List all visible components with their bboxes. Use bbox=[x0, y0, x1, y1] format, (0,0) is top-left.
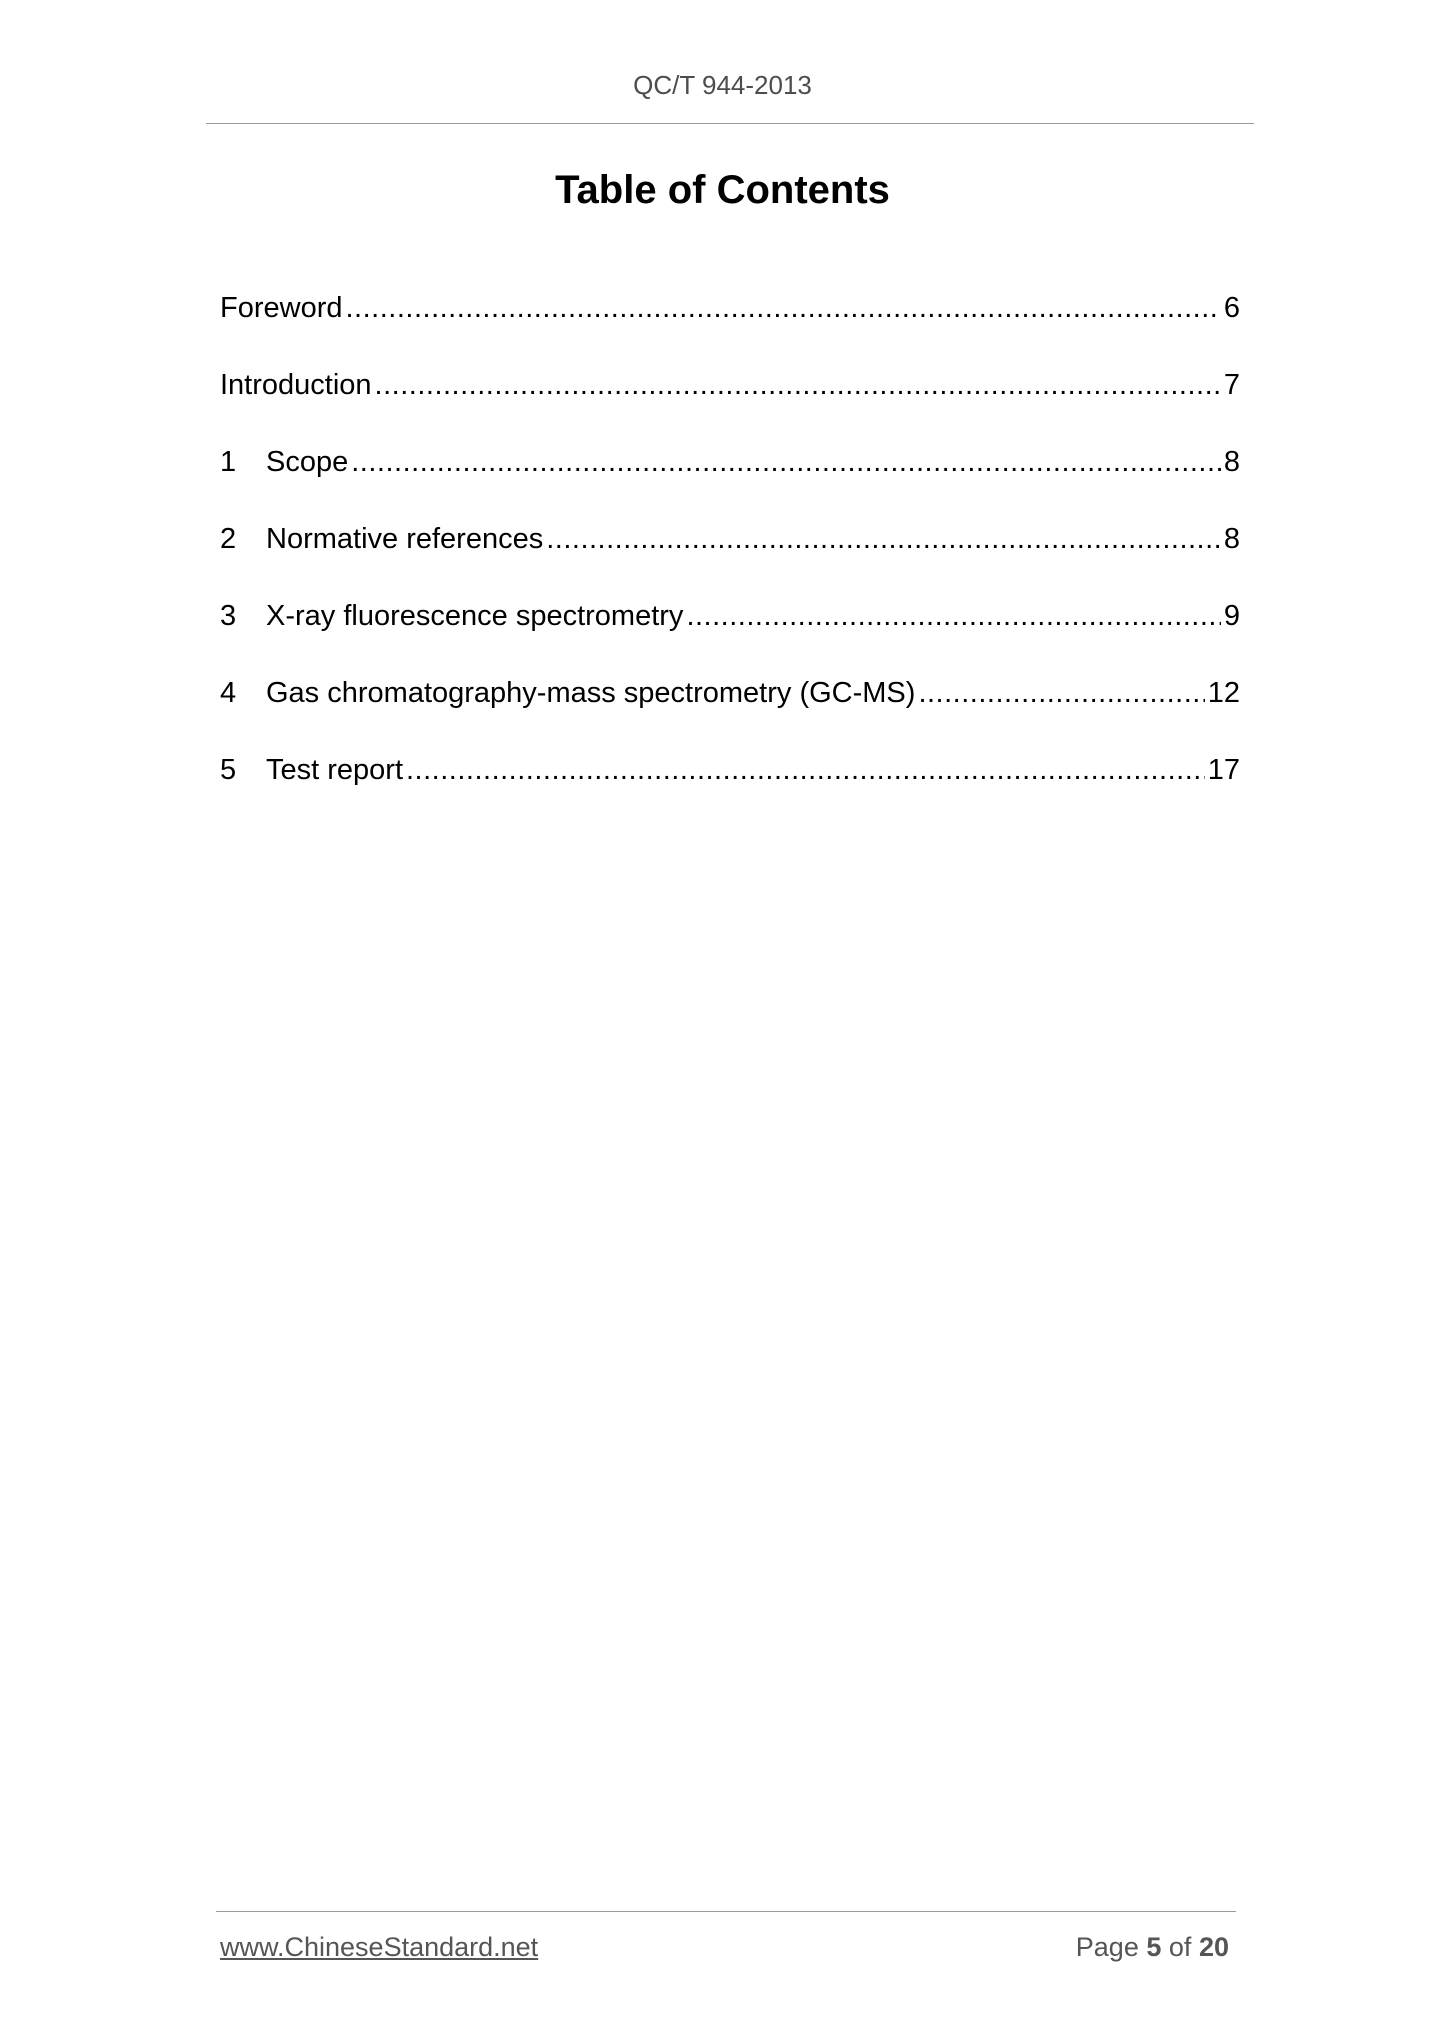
toc-entry-test-report[interactable] bbox=[220, 750, 1240, 827]
toc-entry-label: X-ray fluorescence spectrometry bbox=[266, 600, 684, 632]
document-code-header: QC/T 944-2013 bbox=[633, 70, 812, 100]
page-prefix: Page bbox=[1075, 1932, 1139, 1962]
toc-entry-label: Normative references bbox=[266, 523, 544, 555]
footer-divider bbox=[216, 1911, 1236, 1912]
toc-entry-page: 8 bbox=[1223, 523, 1240, 555]
toc-entry-label: Gas chromatography-mass spectrometry (GC-MS) bbox=[266, 677, 916, 709]
toc-entry-number: 3 bbox=[220, 600, 237, 632]
toc-list bbox=[220, 288, 1240, 827]
toc-entry-label: Introduction bbox=[220, 369, 372, 401]
header-divider bbox=[206, 123, 1254, 124]
toc-entry-foreword[interactable] bbox=[220, 288, 1240, 365]
current-page-number: 5 bbox=[1146, 1932, 1162, 1962]
toc-title: Table of Contents bbox=[555, 168, 890, 212]
toc-entry-scope[interactable] bbox=[220, 442, 1240, 519]
toc-entry-number: 2 bbox=[220, 523, 237, 555]
toc-entry-label: Test report bbox=[266, 754, 403, 786]
toc-dot-leader bbox=[346, 288, 1221, 328]
toc-entry-label: Scope bbox=[266, 446, 349, 478]
toc-entry-page: 6 bbox=[1223, 292, 1240, 324]
toc-entry-page: 7 bbox=[1223, 369, 1240, 401]
toc-dot-leader bbox=[406, 750, 1205, 790]
toc-entry-page: 8 bbox=[1223, 446, 1240, 478]
toc-entry-number: 1 bbox=[220, 446, 237, 478]
toc-entry-label: Foreword bbox=[220, 292, 343, 324]
toc-entry-introduction[interactable] bbox=[220, 365, 1240, 442]
toc-dot-leader bbox=[351, 442, 1221, 482]
page-of: of bbox=[1168, 1932, 1192, 1962]
toc-entry-number: 4 bbox=[220, 677, 237, 709]
page-indicator bbox=[1076, 1932, 1229, 1963]
toc-dot-leader bbox=[375, 365, 1221, 405]
toc-dot-leader bbox=[686, 596, 1220, 636]
toc-entry-page: 12 bbox=[1207, 677, 1240, 709]
toc-dot-leader bbox=[546, 519, 1221, 559]
toc-entry-page: 17 bbox=[1207, 754, 1240, 786]
toc-dot-leader bbox=[918, 673, 1204, 713]
toc-entry-normative-references[interactable] bbox=[220, 519, 1240, 596]
toc-entry-gc-ms[interactable] bbox=[220, 673, 1240, 750]
toc-entry-number: 5 bbox=[220, 754, 237, 786]
website-link[interactable]: www.ChineseStandard.net bbox=[220, 1932, 539, 1962]
toc-entry-xrf-spectrometry[interactable] bbox=[220, 596, 1240, 673]
total-pages-number: 20 bbox=[1198, 1932, 1229, 1962]
toc-entry-page: 9 bbox=[1223, 600, 1240, 632]
